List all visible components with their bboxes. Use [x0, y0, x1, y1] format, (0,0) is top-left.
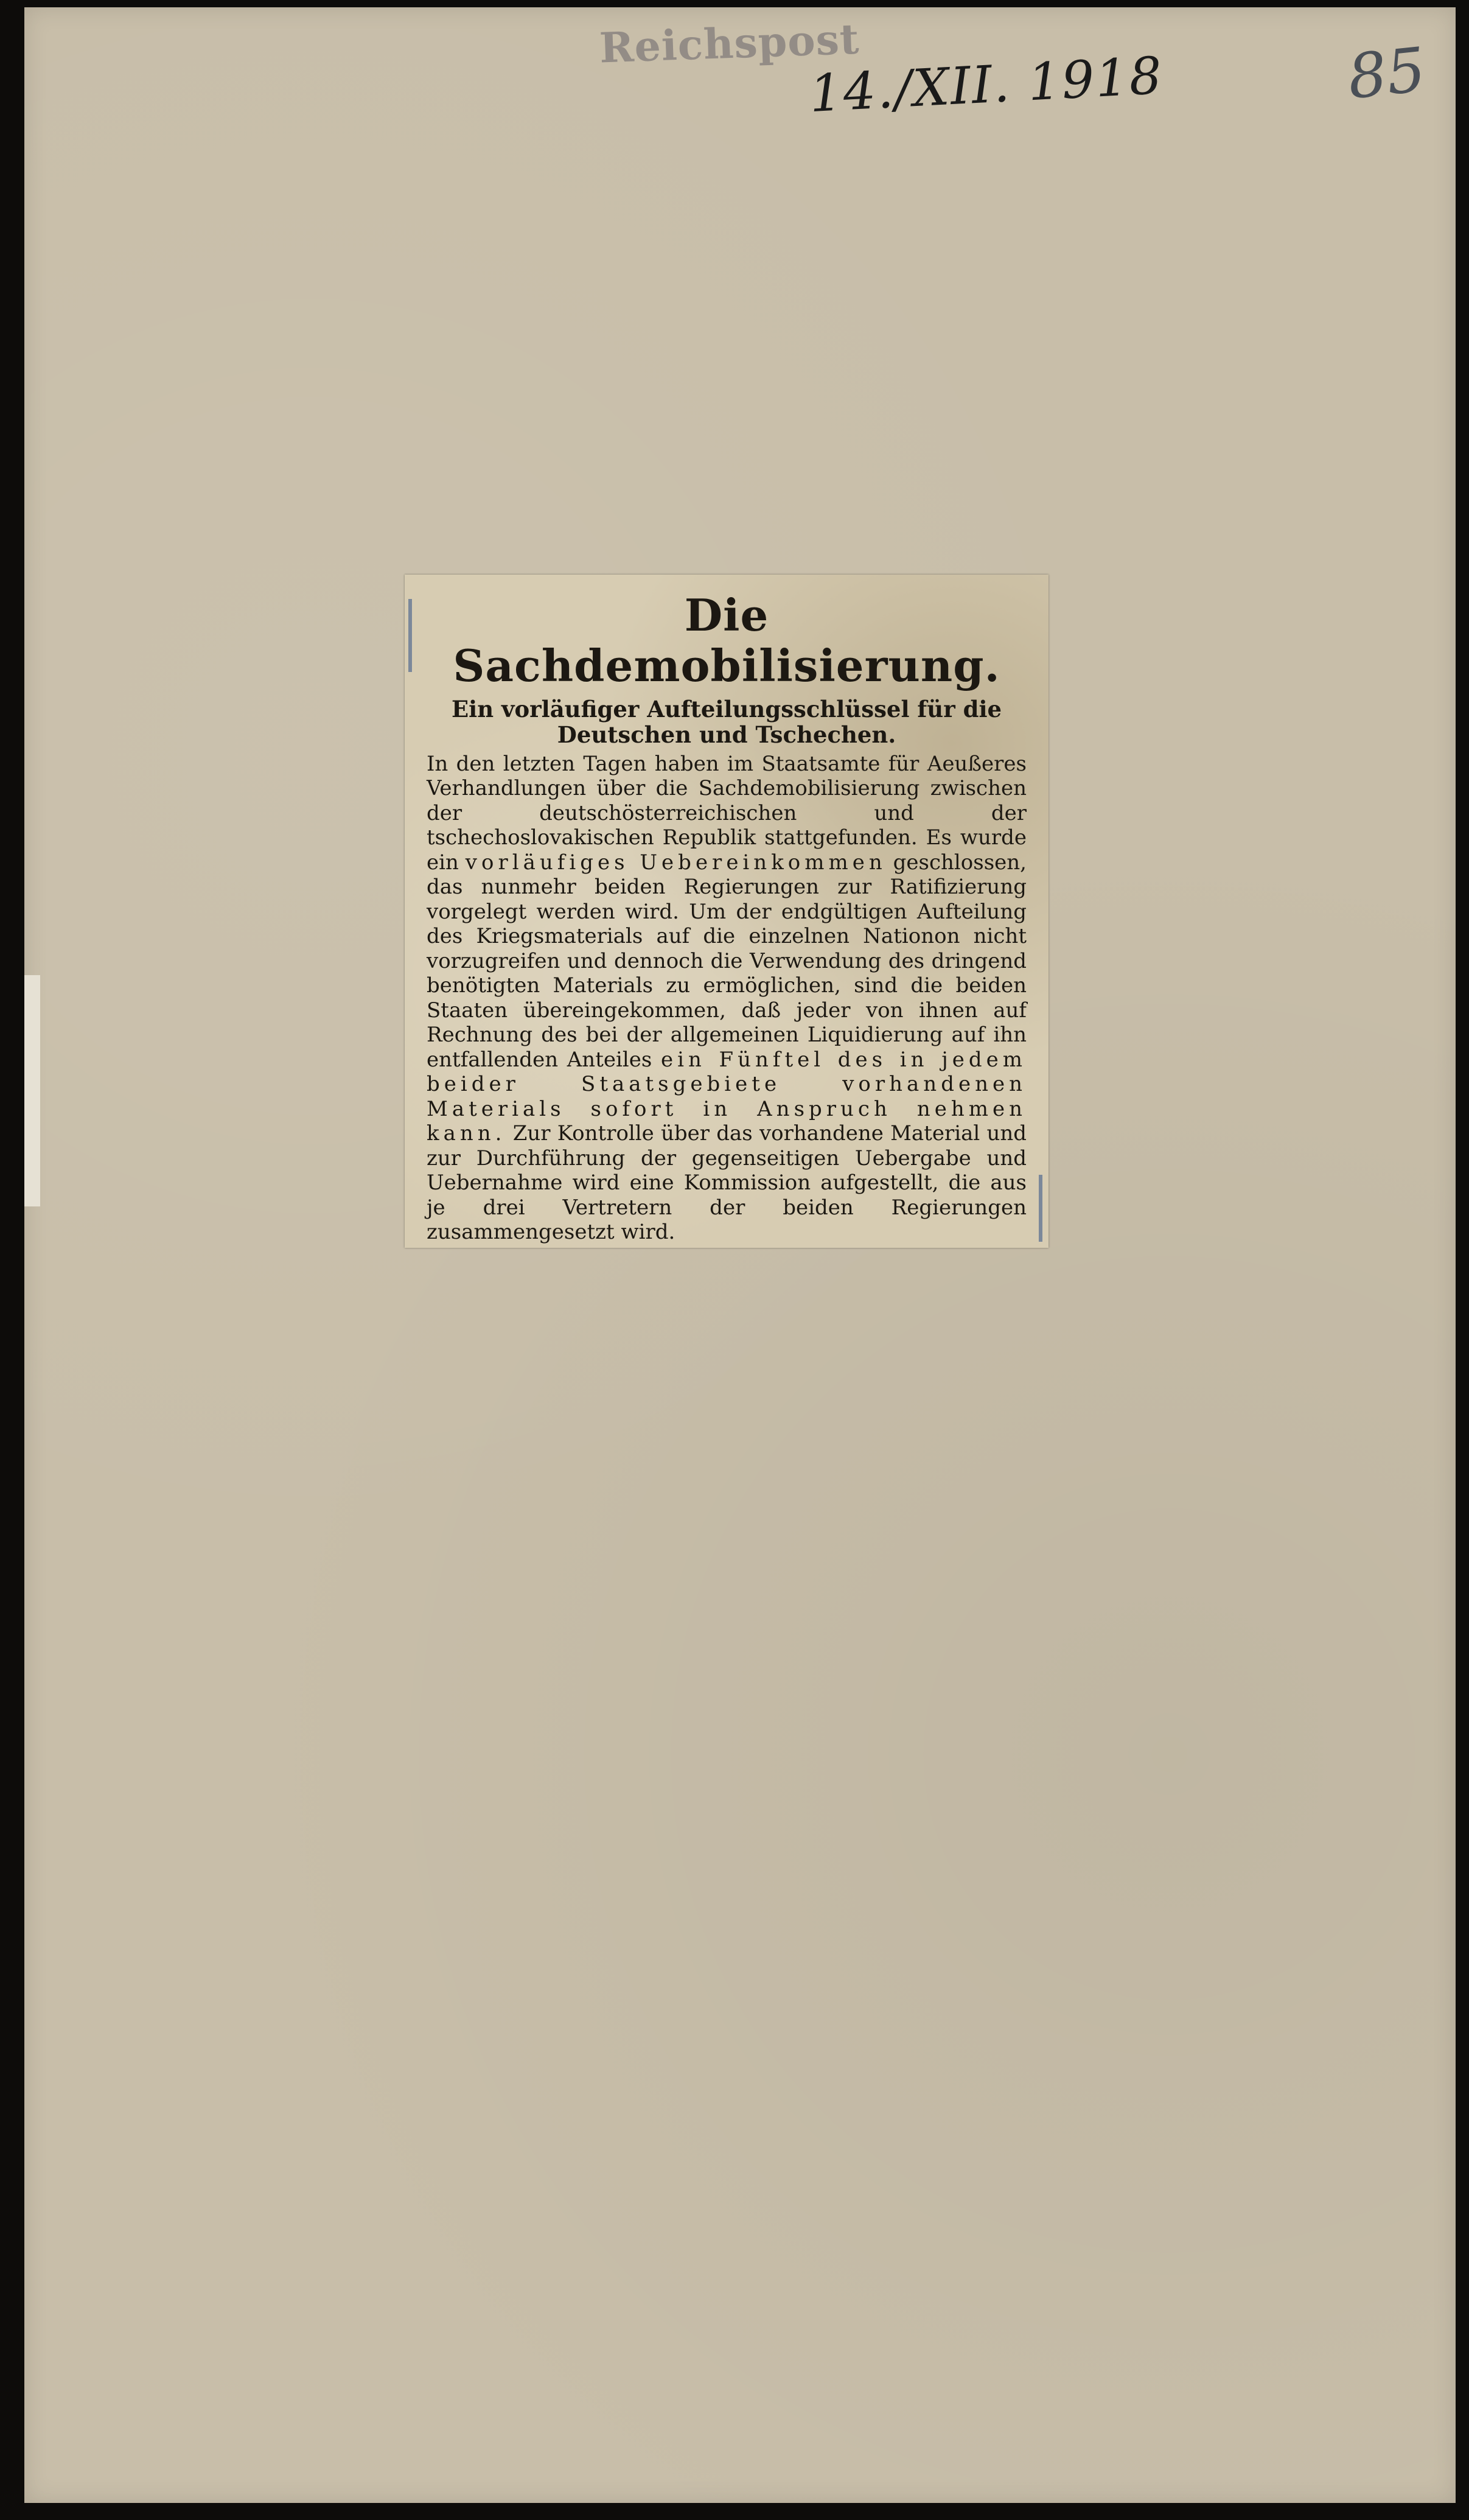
- article-subhead: Ein vorläufiger Aufteilungsschlüssel für die Deutschen und Tschechen.: [451, 695, 1002, 749]
- body-text-2: geschlossen, das nunmehr beiden Regierungen zur Ratifizierung vorgelegt werden wird. Um der endgültigen Aufteilung des Kriegsmaterials auf die einzelnen Nationon nicht vorzugreifen und dennoch die Verwendung des dringend benötigten Materials zu ermöglichen, sind die beiden Staaten übereingekommen, daß jeder von ihnen auf Rechnung des bei der allgemeinen Liquidierung auf ihn entfallenden Anteiles: [427, 850, 1027, 1072]
- newspaper-stamp: Reichspost: [598, 15, 860, 73]
- paper-tab: [24, 975, 40, 1206]
- body-spaced-1: vorläufiges Uebereinkommen: [465, 850, 887, 875]
- ink-mark-right: [1039, 1175, 1042, 1242]
- article-body: [427, 752, 1027, 1245]
- ink-mark-left: [408, 599, 412, 672]
- body-text-3: Zur Kontrolle über das vorhandene Material und zur Durchführung der gegenseitigen Uebergabe und Uebernahme wird eine Kommission aufgestellt, die aus je drei Vertretern der beiden Regierungen zusammengesetzt wird.: [427, 1121, 1027, 1245]
- folio-number: 85: [1344, 33, 1429, 113]
- handwritten-date: 14./XII. 1918: [808, 45, 1165, 124]
- body-spaced-2: ein Fünftel des in jedem beider Staatsgebiete vorhandenen Materials sofort in Anspruch nehmen kann.: [427, 1047, 1027, 1146]
- article-headline: Die Sachdemobilisierung.: [453, 589, 1000, 691]
- archive-sheet: [24, 7, 1456, 2503]
- body-text-1: In den letzten Tagen haben im Staatsamte für Aeußeres Verhandlungen über die Sachdemobilisierung zwischen der deutschösterreichischen und der tschechoslovakischen Republik stattgefunden. Es wurde ein: [427, 751, 1027, 875]
- newspaper-clipping: [405, 575, 1049, 1248]
